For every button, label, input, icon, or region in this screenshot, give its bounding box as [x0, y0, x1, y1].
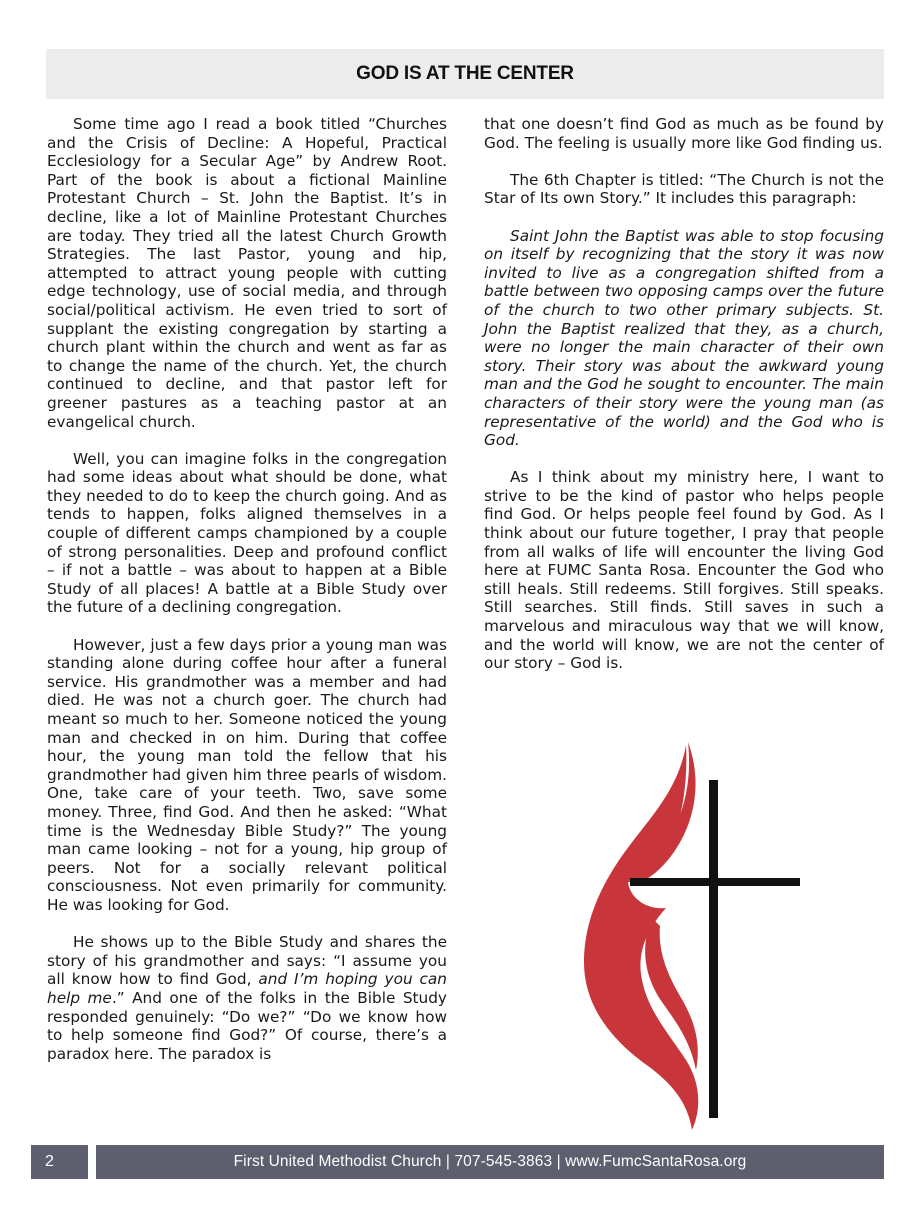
cross-and-flame-logo: [570, 740, 810, 1135]
paragraph: Some time ago I read a book titled “Churches and the Crisis of Decline: A Hopeful, Practical Ecclesiology for a Secular Age” by Andrew Root. Part of the book is about a fictional Mainline Protestant Church – St. John the Baptist. It’s in decline, like a lot of Mainline Protestant Churches are today. They tried all the latest Church Growth Strategies. The last Pastor, young and hip, attempted to attract young people with cutting edge technology, use of social media, and through social/political activism. He even tried to sort of supplant the existing congregation by starting a church plant within the church and went as far as to change the name of the church. Yet, the church continued to decline, and that pastor left for greener pastures as a teaching pastor at an evangelical church.: [47, 115, 447, 431]
paragraph: The 6th Chapter is titled: “The Church is not the Star of Its own Story.” It includes this paragraph:: [484, 170, 884, 208]
header-bar: [46, 49, 884, 99]
paragraph-text: .” And one of the folks in the Bible Study responded genuinely: “Do we?” “Do we know how to help someone find God?” Of course, there’s a paradox here. The paradox is: [47, 988, 447, 1063]
page-title: GOD IS AT THE CENTER: [356, 63, 574, 84]
footer-page-number: [31, 1145, 88, 1179]
right-column: [484, 115, 884, 691]
paragraph-continued: that one doesn’t find God as much as be found by God. The feeling is usually more like God finding us.: [484, 115, 884, 152]
cross-vertical: [709, 780, 718, 1118]
paragraph: [47, 933, 447, 1063]
flame-left-shape: [584, 745, 698, 1130]
paragraph-text: He shows up to the Bible Study and shares the story of his grandmother and says: “I assume you all know how to find God,: [47, 933, 447, 989]
left-column: [47, 115, 447, 1082]
paragraph: Well, you can imagine folks in the congregation had some ideas about what should be done, what they needed to do to keep the church going. And as tends to happen, folks aligned themselves in a couple of different camps championed by a couple of strong personalities. Deep and profound conflict – if not a battle – was about to happen at a Bible Study of all places! A battle at a Bible Study over the future of a declining congregation.: [47, 449, 447, 617]
paragraph: As I think about my ministry here, I want to strive to be the kind of pastor who helps people find God. Or helps people feel found by God. As I think about our future together, I pray that people from all walks of life will encounter the living God here at FUMC Santa Rosa. Encounter the God who still heals. Still redeems. Still forgives. Still speaks. Still searches. Still finds. Still saves in such a marvelous and miraculous way that we will know, and the world will know, we are not the center of our story – God is.: [484, 468, 884, 673]
emphasis-text: and I’m hoping you can help me: [47, 970, 448, 1007]
footer-contact-info: First United Methodist Church | 707-545-3863 | www.FumcSantaRosa.org: [233, 1153, 747, 1170]
page-number: 2: [45, 1153, 54, 1170]
paragraph: However, just a few days prior a young man was standing alone during coffee hour after a funeral service. His grandmother was a member and had died. He was not a church goer. The church had meant so much to her. Someone noticed the young man and checked in on him. During that coffee hour, the young man told the fellow that his grandmother had given him three pearls of wisdom. One, take care of your teeth. Two, save some money. Three, find God. And then he asked: “What time is the Wednesday Bible Study?” The young man came looking – not for a young, hip group of peers. Not for a socially relevant political consciousness. Not even primarily for community. He was looking for God.: [47, 635, 447, 914]
cross-horizontal: [630, 878, 800, 886]
block-quote: Saint John the Baptist was able to stop focusing on itself by recognizing that the story it was now invited to live as a congregation shifted from a battle between two opposing camps over the future of the church to two other primary subjects. St. John the Baptist realized that they, as a church, were no longer the main character of their own story. Their story was about the awkward young man and the God he sought to encounter. The main characters of their story were the young man (as representative of the world) and the God who is God.: [484, 226, 884, 450]
footer-bar: [96, 1145, 884, 1179]
